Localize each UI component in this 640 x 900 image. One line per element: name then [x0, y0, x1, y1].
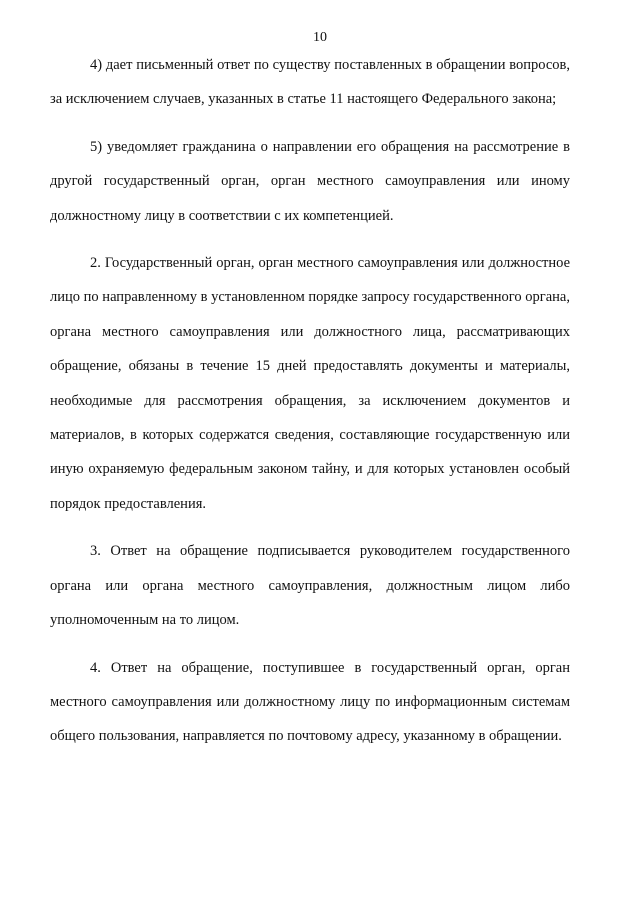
document-body [50, 48, 570, 754]
paragraph-item-4: 4) дает письменный ответ по существу поставленных в обращении вопросов, за исключением случаев, указанных в статье 11 настоящего Федерального закона; [50, 57, 570, 108]
paragraph-clause-3: 3. Ответ на обращение подписывается руководителем государственного органа или органа местного самоуправления, должностным лицом либо уполномоченным на то лицом. [50, 543, 570, 629]
paragraph-clause-4: 4. Ответ на обращение, поступившее в государственный орган, орган местного самоуправления или должностному лицу по информационным системам общего пользования, направляется по почтовому адресу, указанному в обращении. [50, 659, 570, 745]
paragraph-clause-2: 2. Государственный орган, орган местного самоуправления или должностное лицо по направленному в установленном порядке запросу государственного органа, органа местного самоуправления или должностного лица, рассматривающих обращение, обязаны в течение 15 дней предоставлять документы и материалы, необходимые для рассмотрения обращения, за исключением документов и материалов, в которых содержатся сведения, составляющие государственную или иную охраняемую федеральным законом тайну, и для которых установлен особый порядок предоставления. [50, 255, 570, 512]
paragraph-item-5: 5) уведомляет гражданина о направлении его обращения на рассмотрение в другой государственный орган, орган местного самоуправления или иному должностному лицу в соответствии с их компетенцией. [50, 138, 570, 224]
page-number: 10 [313, 30, 327, 45]
